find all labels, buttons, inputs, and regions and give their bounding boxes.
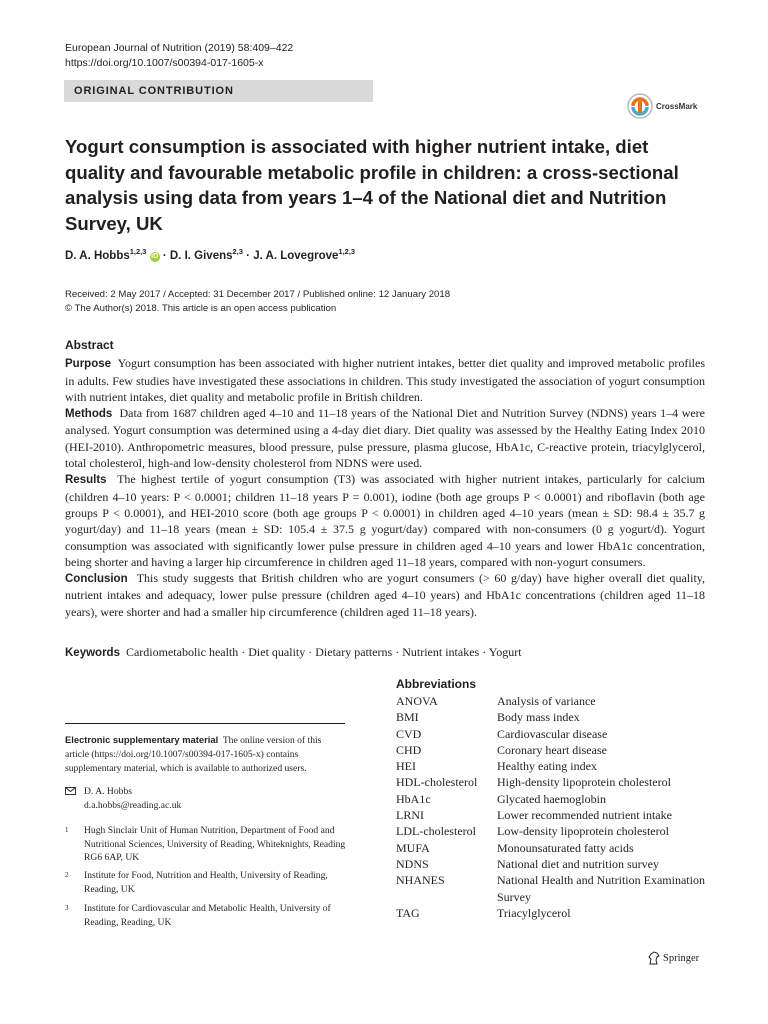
author-name: D. I. Givens bbox=[169, 249, 233, 262]
abbreviation-term: HEI bbox=[396, 759, 416, 774]
abbreviation-term: NHANES bbox=[396, 873, 445, 888]
abbreviation-term: CHD bbox=[396, 742, 422, 757]
abbreviation-definition: Monounsaturated fatty acids bbox=[497, 840, 634, 855]
abbreviation-row bbox=[396, 791, 711, 807]
esm-text: The online version of this article (https://doi.org/10.1007/s00394-017-1605-x) contains supplementary material, which is available to authorized users. bbox=[65, 735, 322, 774]
orcid-icon[interactable]: iD bbox=[151, 252, 159, 260]
abstract-results bbox=[65, 471, 705, 570]
abbreviation-row bbox=[396, 856, 711, 872]
affiliation-text: Institute for Food, Nutrition and Health, University of Reading, Reading, UK bbox=[84, 870, 328, 895]
abbreviation-definition: Low-density lipoprotein cholesterol bbox=[497, 824, 669, 839]
methods-text: Data from 1687 children aged 4–10 and 11–18 years of the National Diet and Nutrition Survey (NDNS) years 1–4 were analysed. Yogurt consumption was determined using a 4-day diet diary. Diet quality was assessed by the Healthy Eating Index 2010 (HEI-2010). Anthropometric measures, blood pressure, pulse pressure, plasma glucose, HbA1c, C-reactive protein, triacylglycerol, total cholesterol, high-and low-density cholesterol from NDNS were used. bbox=[65, 406, 706, 471]
abbreviation-term: LRNI bbox=[396, 808, 424, 823]
history-dates: Received: 2 May 2017 / Accepted: 31 December 2017 / Published online: 12 January 2018 bbox=[65, 289, 451, 300]
affiliation-text: Institute for Cardiovascular and Metabolic Health, University of Reading, Reading, UK bbox=[84, 903, 331, 928]
author-name: D. A. Hobbs bbox=[65, 249, 130, 262]
article-title: Yogurt consumption is associated with higher nutrient intake, diet quality and favourable metabolic profile in children: a cross-sectional analysis using data from years 1–4 of the National diet and Nutrition Survey, UK bbox=[65, 136, 679, 234]
keywords-text: Cardiometabolic health · Diet quality · Dietary patterns · Nutrient intakes · Yogurt bbox=[125, 645, 522, 659]
article-type-banner: ORIGINAL CONTRIBUTION bbox=[64, 80, 373, 102]
abbreviation-definition: Body mass index bbox=[497, 710, 580, 725]
abbreviation-term: HDL-cholesterol bbox=[396, 775, 478, 790]
abbreviation-row bbox=[396, 840, 711, 856]
abbreviation-row bbox=[396, 774, 711, 790]
abbreviation-definition: National diet and nutrition survey bbox=[497, 856, 659, 871]
abbreviation-definition: Glycated haemoglobin bbox=[497, 791, 606, 806]
abbreviation-row bbox=[396, 726, 711, 742]
conclusion-label: Conclusion bbox=[65, 573, 128, 586]
abbreviation-definition: Triacylglycerol bbox=[497, 905, 571, 920]
abbreviation-term: LDL-cholesterol bbox=[396, 824, 476, 839]
author-name: J. A. Lovegrove bbox=[253, 249, 339, 262]
author-affiliation-marks: 1,2,3 bbox=[129, 247, 147, 256]
abbreviation-definition: Analysis of variance bbox=[497, 694, 596, 708]
author-affiliation-marks: 2,3 bbox=[232, 247, 243, 256]
abstract-conclusion bbox=[65, 570, 705, 620]
journal-citation: European Journal of Nutrition (2019) 58:409–422 bbox=[65, 42, 294, 54]
abstract-heading: Abstract bbox=[65, 338, 114, 352]
abbreviation-row bbox=[396, 823, 711, 839]
abbreviation-term: CVD bbox=[396, 726, 422, 741]
journal-header bbox=[65, 41, 293, 71]
abbreviation-definition: Healthy eating index bbox=[497, 759, 597, 774]
corresponding-author: D. A. Hobbs bbox=[84, 786, 132, 797]
results-label: Results bbox=[65, 474, 107, 487]
doi-link[interactable]: https://doi.org/10.1007/s00394-017-1605-x bbox=[65, 57, 264, 69]
esm-label: Electronic supplementary material bbox=[65, 734, 219, 745]
abbreviation-definition: Cardiovascular disease bbox=[497, 726, 608, 741]
affiliation-number: 1 bbox=[65, 826, 69, 834]
abstract-purpose bbox=[65, 355, 705, 405]
abbreviation-term: MUFA bbox=[396, 840, 430, 855]
abbreviation-row bbox=[396, 905, 711, 921]
affiliation-number: 2 bbox=[65, 871, 69, 879]
abbreviation-term: HbA1c bbox=[396, 791, 431, 806]
abstract-methods bbox=[65, 405, 705, 471]
crossmark-label: CrossMark bbox=[656, 101, 698, 111]
results-text: The highest tertile of yogurt consumption (T3) was associated with higher nutrient intakes, particularly for calcium (children 4–10 years: P < 0.0001; children 11–18 years P = 0.001), iodine (both age groups P < 0.0001) and riboflavin (both age groups P < 0.0001), and HEI-2010 score (both age groups P < 0.0001) in children aged 4–10 years (mean ± SD: 98.4 ± 35.7 g yogurt/day) and 11–18 years (mean ± SD: 105.4 ± 37.5 g yogurt/day) compared with non-consumers (0 g yogurt/d). Yogurt consumption was associated with significantly lower pulse pressure in children aged 4–10 years and lower HbA1c concentration, being shorter and having a larger hip circumference in children aged 11–18 years, compared with non-yogurt consumers. bbox=[65, 472, 705, 569]
publisher-name: Springer bbox=[663, 952, 700, 964]
supplementary-note bbox=[65, 733, 347, 776]
abbreviation-term: TAG bbox=[396, 905, 420, 920]
abbreviation-term: BMI bbox=[396, 710, 419, 725]
methods-label: Methods bbox=[65, 408, 113, 421]
publication-dates bbox=[65, 288, 450, 316]
abbreviation-row bbox=[396, 709, 711, 725]
abbreviations-heading: Abbreviations bbox=[396, 677, 477, 691]
author-email[interactable]: d.a.hobbs@reading.ac.uk bbox=[84, 799, 182, 811]
abbreviation-term: NDNS bbox=[396, 856, 429, 871]
affiliation-number: 3 bbox=[65, 904, 69, 912]
abbreviation-row bbox=[396, 807, 711, 823]
envelope-icon bbox=[65, 787, 76, 795]
abbreviation-row bbox=[396, 872, 711, 905]
abbreviations-table bbox=[396, 693, 711, 921]
conclusion-text: This study suggests that British children who are yogurt consumers (> 60 g/day) have higher overall diet quality, nutrient intakes and adequacy, lower pulse pressure (children aged 4–10 years) and HbA1c concentrations (children aged 11–18 years), were shorter and had a smaller hip circumference (children aged 11–18 years). bbox=[65, 571, 705, 619]
abbreviation-definition: National Health and Nutrition Examination Survey bbox=[497, 873, 705, 904]
correspondence-block bbox=[65, 785, 347, 812]
author-affiliation-marks: 1,2,3 bbox=[338, 247, 356, 256]
springer-horse-icon bbox=[648, 951, 660, 965]
abbreviation-definition: Lower recommended nutrient intake bbox=[497, 808, 672, 823]
abstract-section bbox=[65, 337, 705, 620]
keywords-line bbox=[65, 645, 705, 660]
abbreviation-row bbox=[396, 693, 711, 709]
abbreviation-definition: Coronary heart disease bbox=[497, 742, 607, 757]
publisher-logo bbox=[648, 951, 699, 965]
abbreviation-definition: High-density lipoprotein cholesterol bbox=[497, 775, 671, 790]
license-statement: © The Author(s) 2018. This article is an open access publication bbox=[65, 303, 337, 314]
keywords-label: Keywords bbox=[65, 647, 120, 659]
abbreviation-row bbox=[396, 742, 711, 758]
purpose-text: Yogurt consumption has been associated with higher nutrient intakes, better diet quality and improved metabolic profiles in adults. Few studies have investigated these associations in children. This study investigated the association of yogurt consumption with nutrient intakes, diet quality and metabolic profile in British children. bbox=[65, 356, 706, 404]
author-list: D. A. Hobbs$^{1,2,3}$ iD · D. I. Givens$^{2,3}$ · J. A. Lovegrove$^{1,2,3}$ bbox=[65, 247, 356, 262]
abbreviation-row bbox=[396, 758, 711, 774]
affiliation-text: Hugh Sinclair Unit of Human Nutrition, Department of Food and Nutritional Sciences, University of Reading, Whiteknights, Reading RG6 6AP, UK bbox=[84, 825, 346, 863]
crossmark-badge[interactable] bbox=[627, 93, 697, 119]
crossmark-icon bbox=[627, 93, 653, 119]
purpose-label: Purpose bbox=[65, 358, 112, 371]
abbreviation-term: ANOVA bbox=[396, 694, 438, 708]
footnote-divider bbox=[65, 723, 345, 724]
